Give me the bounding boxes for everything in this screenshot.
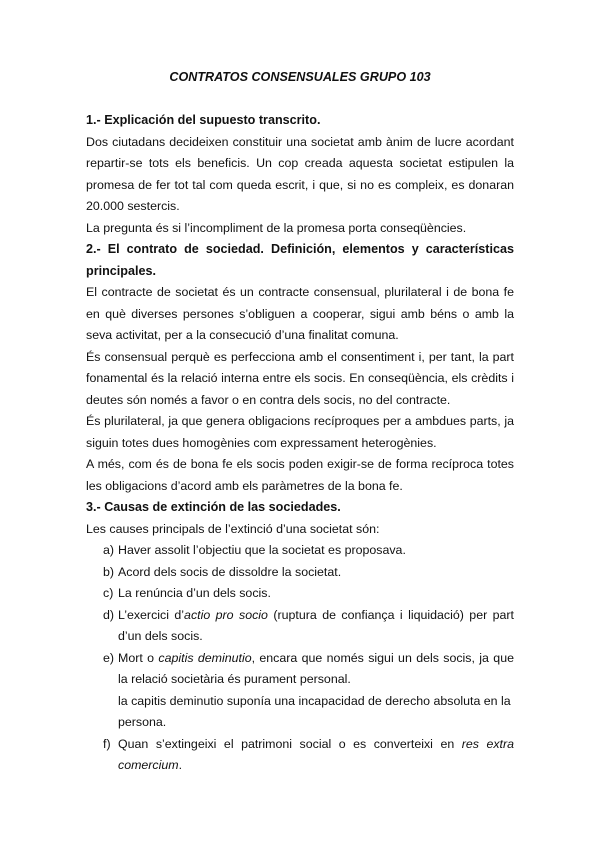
section-2-paragraph-4: A més, com és de bona fe els socis poden exigir-se de forma recíproca totes les obligacions d’acord amb els paràmetres de la bona fe.: [86, 457, 514, 493]
list-item-text-pre: Quan s’extingeixi el patrimoni social o es converteixi en: [118, 736, 462, 751]
list-item: [86, 648, 514, 691]
list-marker: b): [103, 564, 115, 579]
list-item-text: Haver assolit l’objectiu que la societat es proposava.: [118, 543, 406, 557]
note-text: la capitis deminutio suponía una incapacidad de derecho absoluta en la persona.: [118, 693, 511, 729]
list-item: [86, 540, 514, 562]
list-item-text-pre: L’exercici d’: [118, 607, 185, 622]
list-item-emphasis: res extra comercium: [118, 736, 514, 772]
section-2-paragraph-2: És consensual perquè es perfecciona amb el consentiment i, per tant, la part fonamental és la relació interna entre els socis. En conseqüència, els crèdits i deutes són només a favor o en contra dels socis, no del contracte.: [86, 349, 514, 407]
section-1-paragraph: Dos ciutadans decideixen constituir una societat amb ànim de lucre acordant repartir-se tots els beneficis. Un cop creada aquesta societat estipulen la promesa de fer tot tal com queda escrit, i que, si no es compleix, es donaran 20.000 sestercis.: [86, 134, 514, 213]
list-item: [86, 734, 514, 777]
section-3-intro: Les causes principals de l’extinció d’una societat són:: [86, 521, 380, 536]
list-marker: a): [103, 543, 115, 557]
causes-list: [86, 540, 514, 777]
document-title: CONTRATOS CONSENSUALES GRUPO 103: [169, 70, 431, 84]
list-item-note: [86, 691, 514, 734]
list-marker: d): [103, 607, 115, 622]
list-item-text-post: , encara que només sigui un dels socis, ja que la relació societària és purament personal.: [118, 650, 514, 686]
section-2-paragraph-1: El contracte de societat és un contracte consensual, plurilateral i de bona fe en què diverses persones s’obliguen a cooperar, sigui amb béns o amb la seva activitat, per a la consecució d’una finalitat comuna.: [86, 285, 514, 342]
list-item-text-post: .: [178, 758, 183, 772]
list-item-emphasis: actio pro socio: [184, 607, 268, 622]
section-2-heading: 2.- El contrato de sociedad. Definición, elementos y características principales.: [86, 242, 514, 278]
section-2-paragraph-3: És plurilateral, ja que genera obligacions recíproques per a ambdues parts, ja siguin totes dues homogènies com expressament heterogènies.: [86, 414, 514, 450]
list-item-emphasis: capitis deminutio: [158, 650, 252, 665]
list-marker: c): [103, 586, 114, 600]
section-1-heading: 1.- Explicación del supuesto transcrito.: [86, 113, 321, 127]
list-item: [86, 562, 514, 584]
section-1-question: La pregunta és si l’incompliment de la promesa porta conseqüències.: [86, 220, 467, 235]
list-item-text: Acord dels socis de dissoldre la societat.: [118, 564, 342, 579]
list-marker: f): [103, 736, 111, 751]
list-marker: e): [103, 650, 115, 665]
list-item-text: La renúncia d’un dels socis.: [118, 586, 271, 600]
list-item: [86, 583, 514, 605]
section-3-heading: 3.- Causas de extinción de las sociedades.: [86, 500, 341, 514]
list-item: [86, 605, 514, 648]
list-item-text-pre: Mort o: [118, 650, 159, 665]
list-item-text-post: (ruptura de confiança i liquidació) per part d’un dels socis.: [118, 607, 515, 643]
document-body: [86, 110, 514, 777]
